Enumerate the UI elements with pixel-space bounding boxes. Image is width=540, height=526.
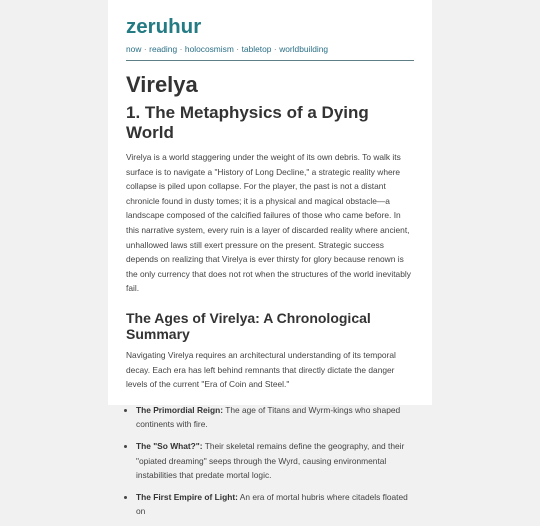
site-title-link[interactable]: zeruhur [126,15,202,38]
paragraph-ages-intro: Navigating Virelya requires an architectural understanding of its temporal decay. Each era has left behind remnants that directly dictate the danger levels of the current "Era of Coin and Steel." [126,349,396,390]
nav-separator: · [143,44,147,54]
nav-separator: · [273,44,277,54]
page-container [108,0,432,517]
site-nav [126,43,328,55]
list-item-label: The "So What?": [136,440,203,451]
ages-list [126,403,416,519]
nav-link-holocosmism[interactable]: holocosmism [184,44,234,54]
nav-separator: · [179,44,183,54]
list-item [136,490,416,519]
list-item [136,403,416,432]
header-divider [126,60,414,61]
list-item-text: An era of mortal hubris where citadels floated on [136,491,408,517]
list-item-text: The age of Titans and Wyrm-kings who shaped continents with fire. [136,404,401,430]
article-body [126,72,416,526]
list-item-label: The Primordial Reign: [136,404,224,415]
nav-link-now[interactable]: now [126,44,142,54]
list-item-text: Their skeletal remains define the geography, and their "opiated dreaming" seeps through the Wyrd, causing environmental instabilities that predate mortal logic. [136,440,405,481]
list-item [136,439,416,483]
page-title: Virelya [126,72,198,97]
nav-link-reading[interactable]: reading [149,44,178,54]
nav-link-tabletop[interactable]: tabletop [241,44,272,54]
nav-separator: · [236,44,240,54]
list-item-label: The First Empire of Light: [136,491,238,502]
nav-link-worldbuilding[interactable]: worldbuilding [279,44,329,54]
section-heading-metaphysics: 1. The Metaphysics of a Dying World [126,103,369,142]
paragraph-metaphysics: Virelya is a world staggering under the weight of its own debris. To walk its surface is to navigate a "History of Long Decline," a strategic reality where collapse is piled upon collapse. For the player, the past is not a distant chronicle found in dusty tomes; it is a physical and magical obstacle—a landscape composed of the calcified failures of those who came before. In this narrative system, every ruin is a layer of discarded reality where ancient, unhallowed laws still exert pressure on the present. Strategic success depends on realizing that Virelya is ever thirsty for glory because renown is the only currency that does not rot when the structures of the world inevitably fail. [126,152,411,294]
section-heading-ages: The Ages of Virelya: A Chronological Summary [126,309,371,342]
